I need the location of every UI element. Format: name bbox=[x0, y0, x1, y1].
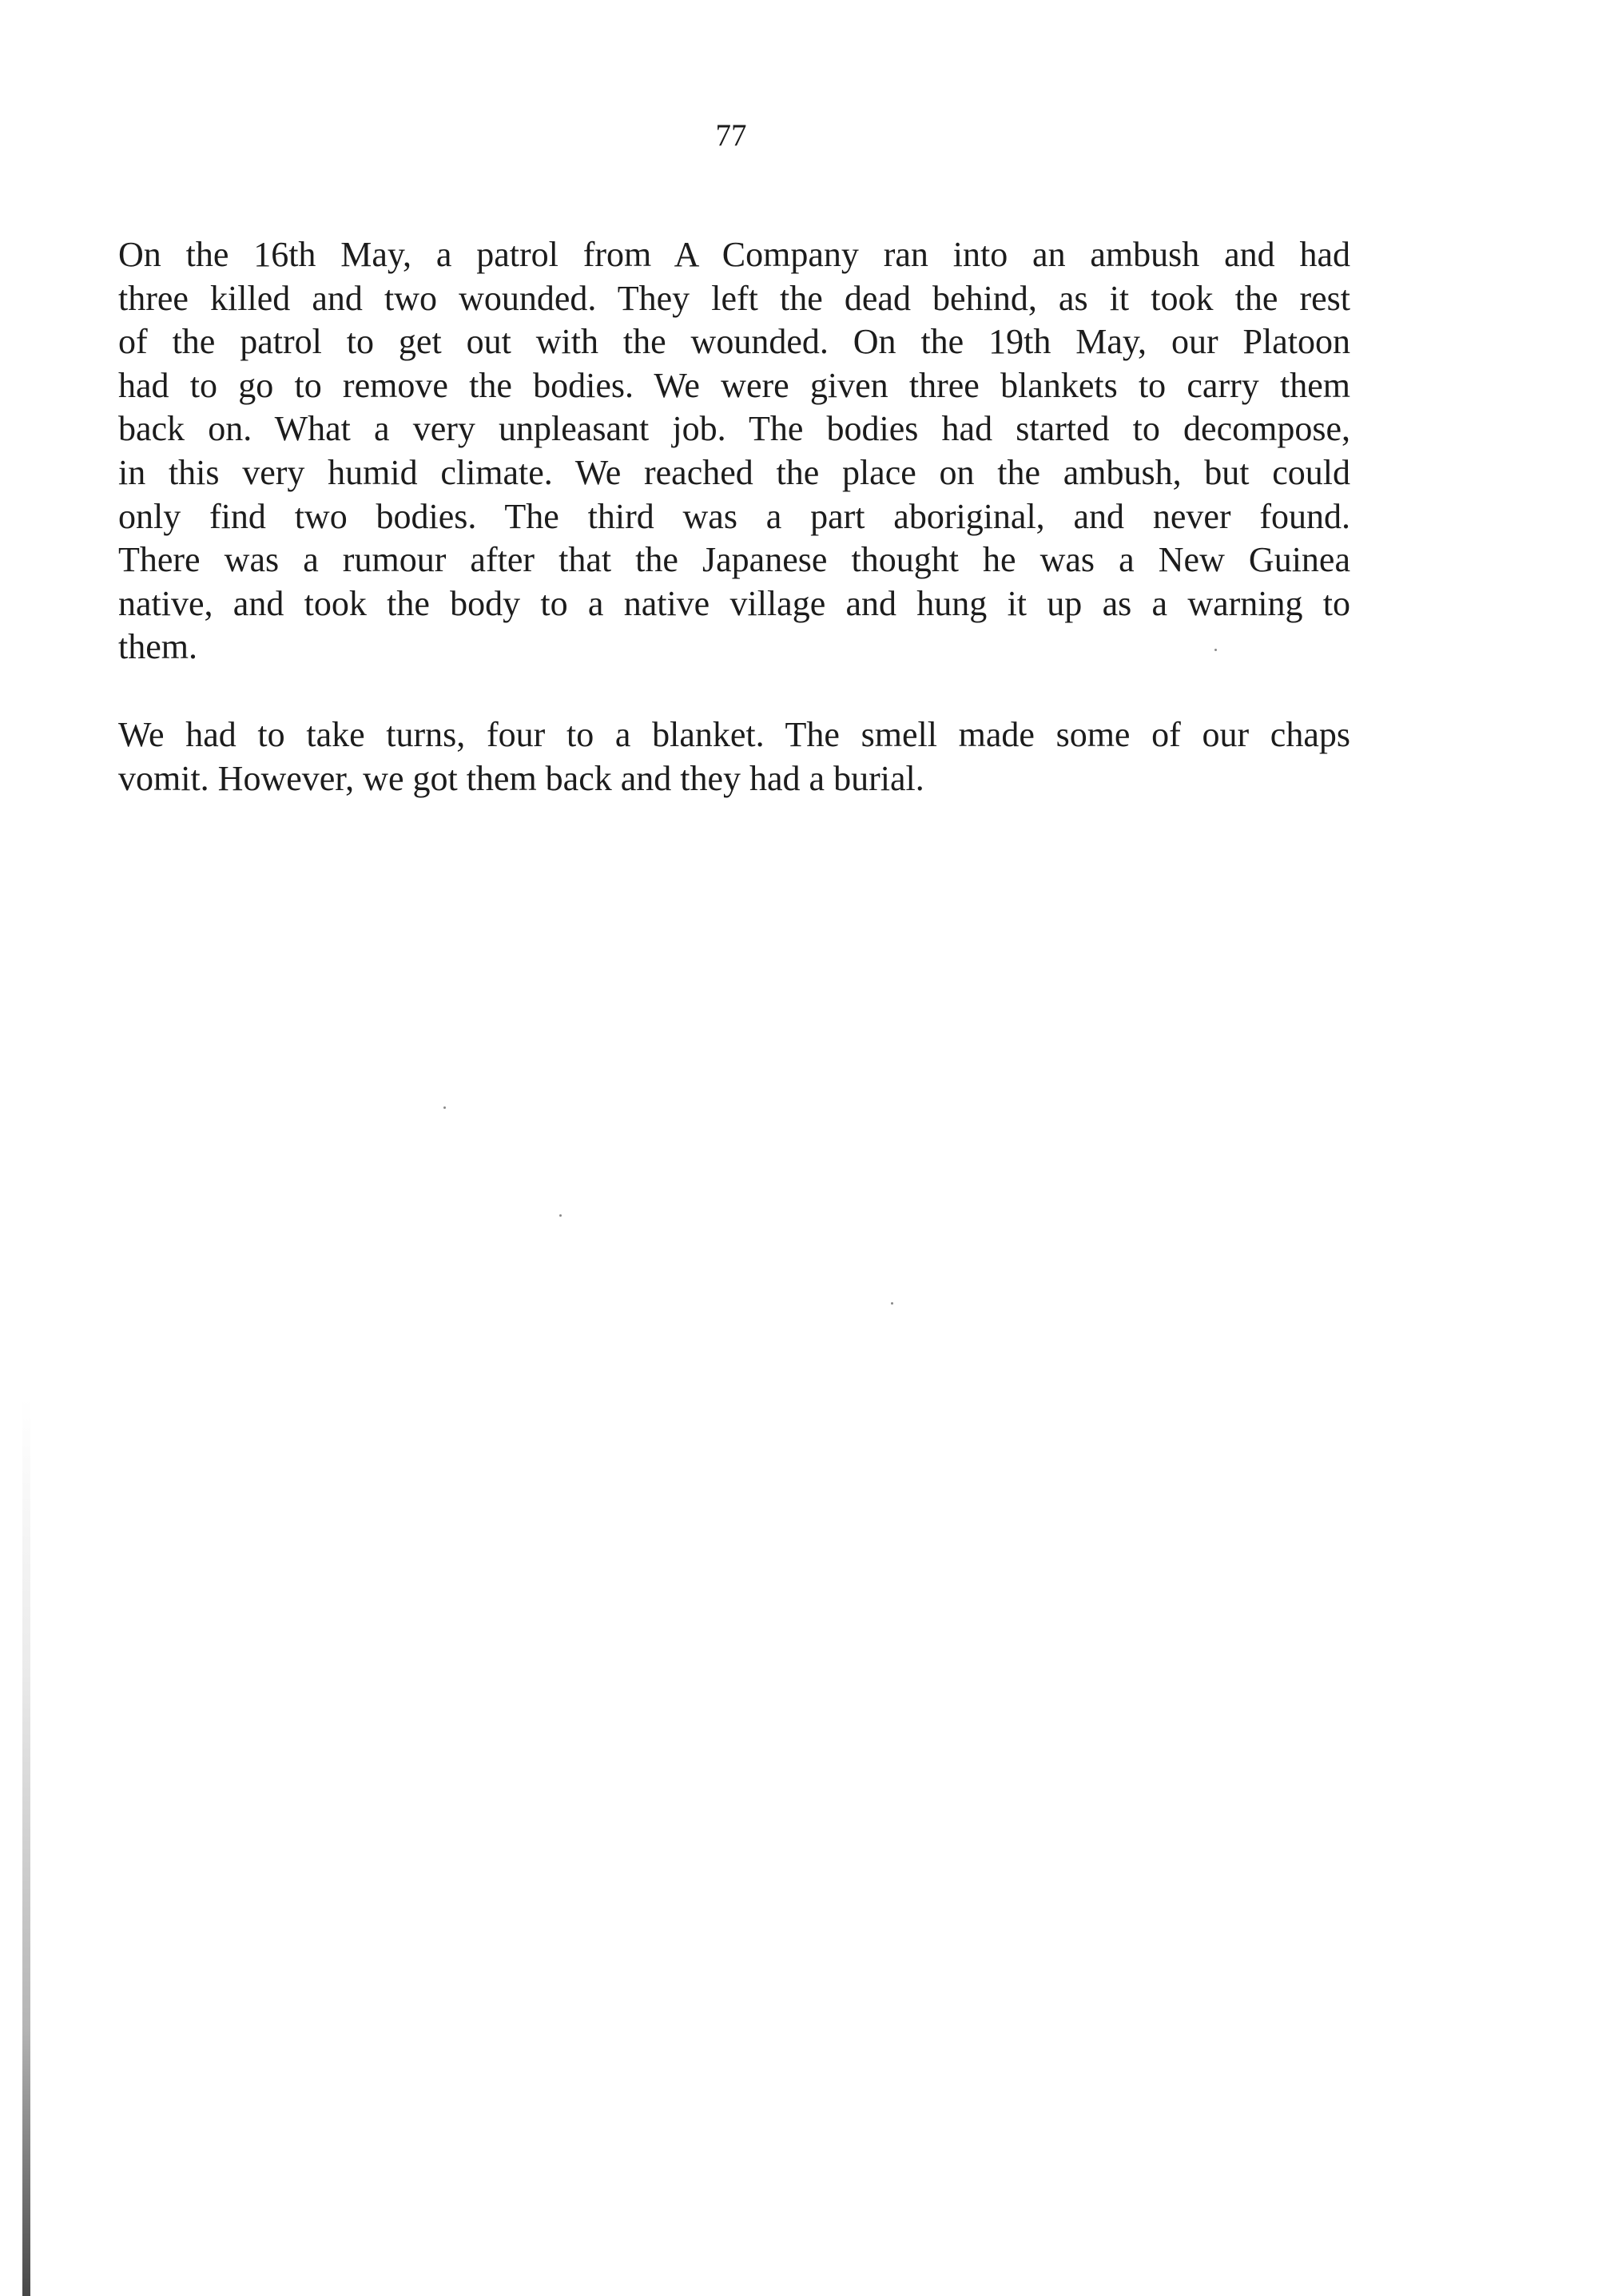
text-line: of the patrol to get out with the wounded. On the 19th May, our Platoon bbox=[118, 322, 1350, 362]
text-line: There was a rumour after that the Japanese thought he was a New Guinea bbox=[118, 540, 1350, 580]
text-line: in this very humid climate. We reached the place on the ambush, but could bbox=[118, 452, 1350, 492]
text-line: native, and took the body to a native village and hung it up as a warning to bbox=[118, 583, 1350, 623]
text-line: We had to take turns, four to a blanket. The smell made some of our chaps bbox=[118, 715, 1350, 754]
scan-speck bbox=[1214, 649, 1217, 651]
text-line: back on. What a very unpleasant job. The bodies had started to decompose, bbox=[118, 409, 1350, 449]
page-number: 77 bbox=[715, 118, 747, 153]
text-line: only find two bodies. The third was a part aboriginal, and never found. bbox=[118, 496, 1350, 536]
scan-edge-shadow bbox=[22, 1398, 30, 2296]
scan-speck bbox=[559, 1214, 562, 1217]
scan-speck bbox=[443, 1106, 446, 1109]
text-line: vomit. However, we got them back and they had a burial. bbox=[118, 758, 924, 798]
scan-speck bbox=[891, 1302, 893, 1305]
text-line: three killed and two wounded. They left the dead behind, as it took the rest bbox=[118, 278, 1350, 318]
text-line: had to go to remove the bodies. We were given three blankets to carry them bbox=[118, 365, 1350, 405]
paragraph bbox=[118, 233, 1350, 669]
text-line: On the 16th May, a patrol from A Company ran into an ambush and had bbox=[118, 235, 1350, 274]
text-line: them. bbox=[118, 627, 197, 667]
paragraph bbox=[118, 713, 1350, 800]
